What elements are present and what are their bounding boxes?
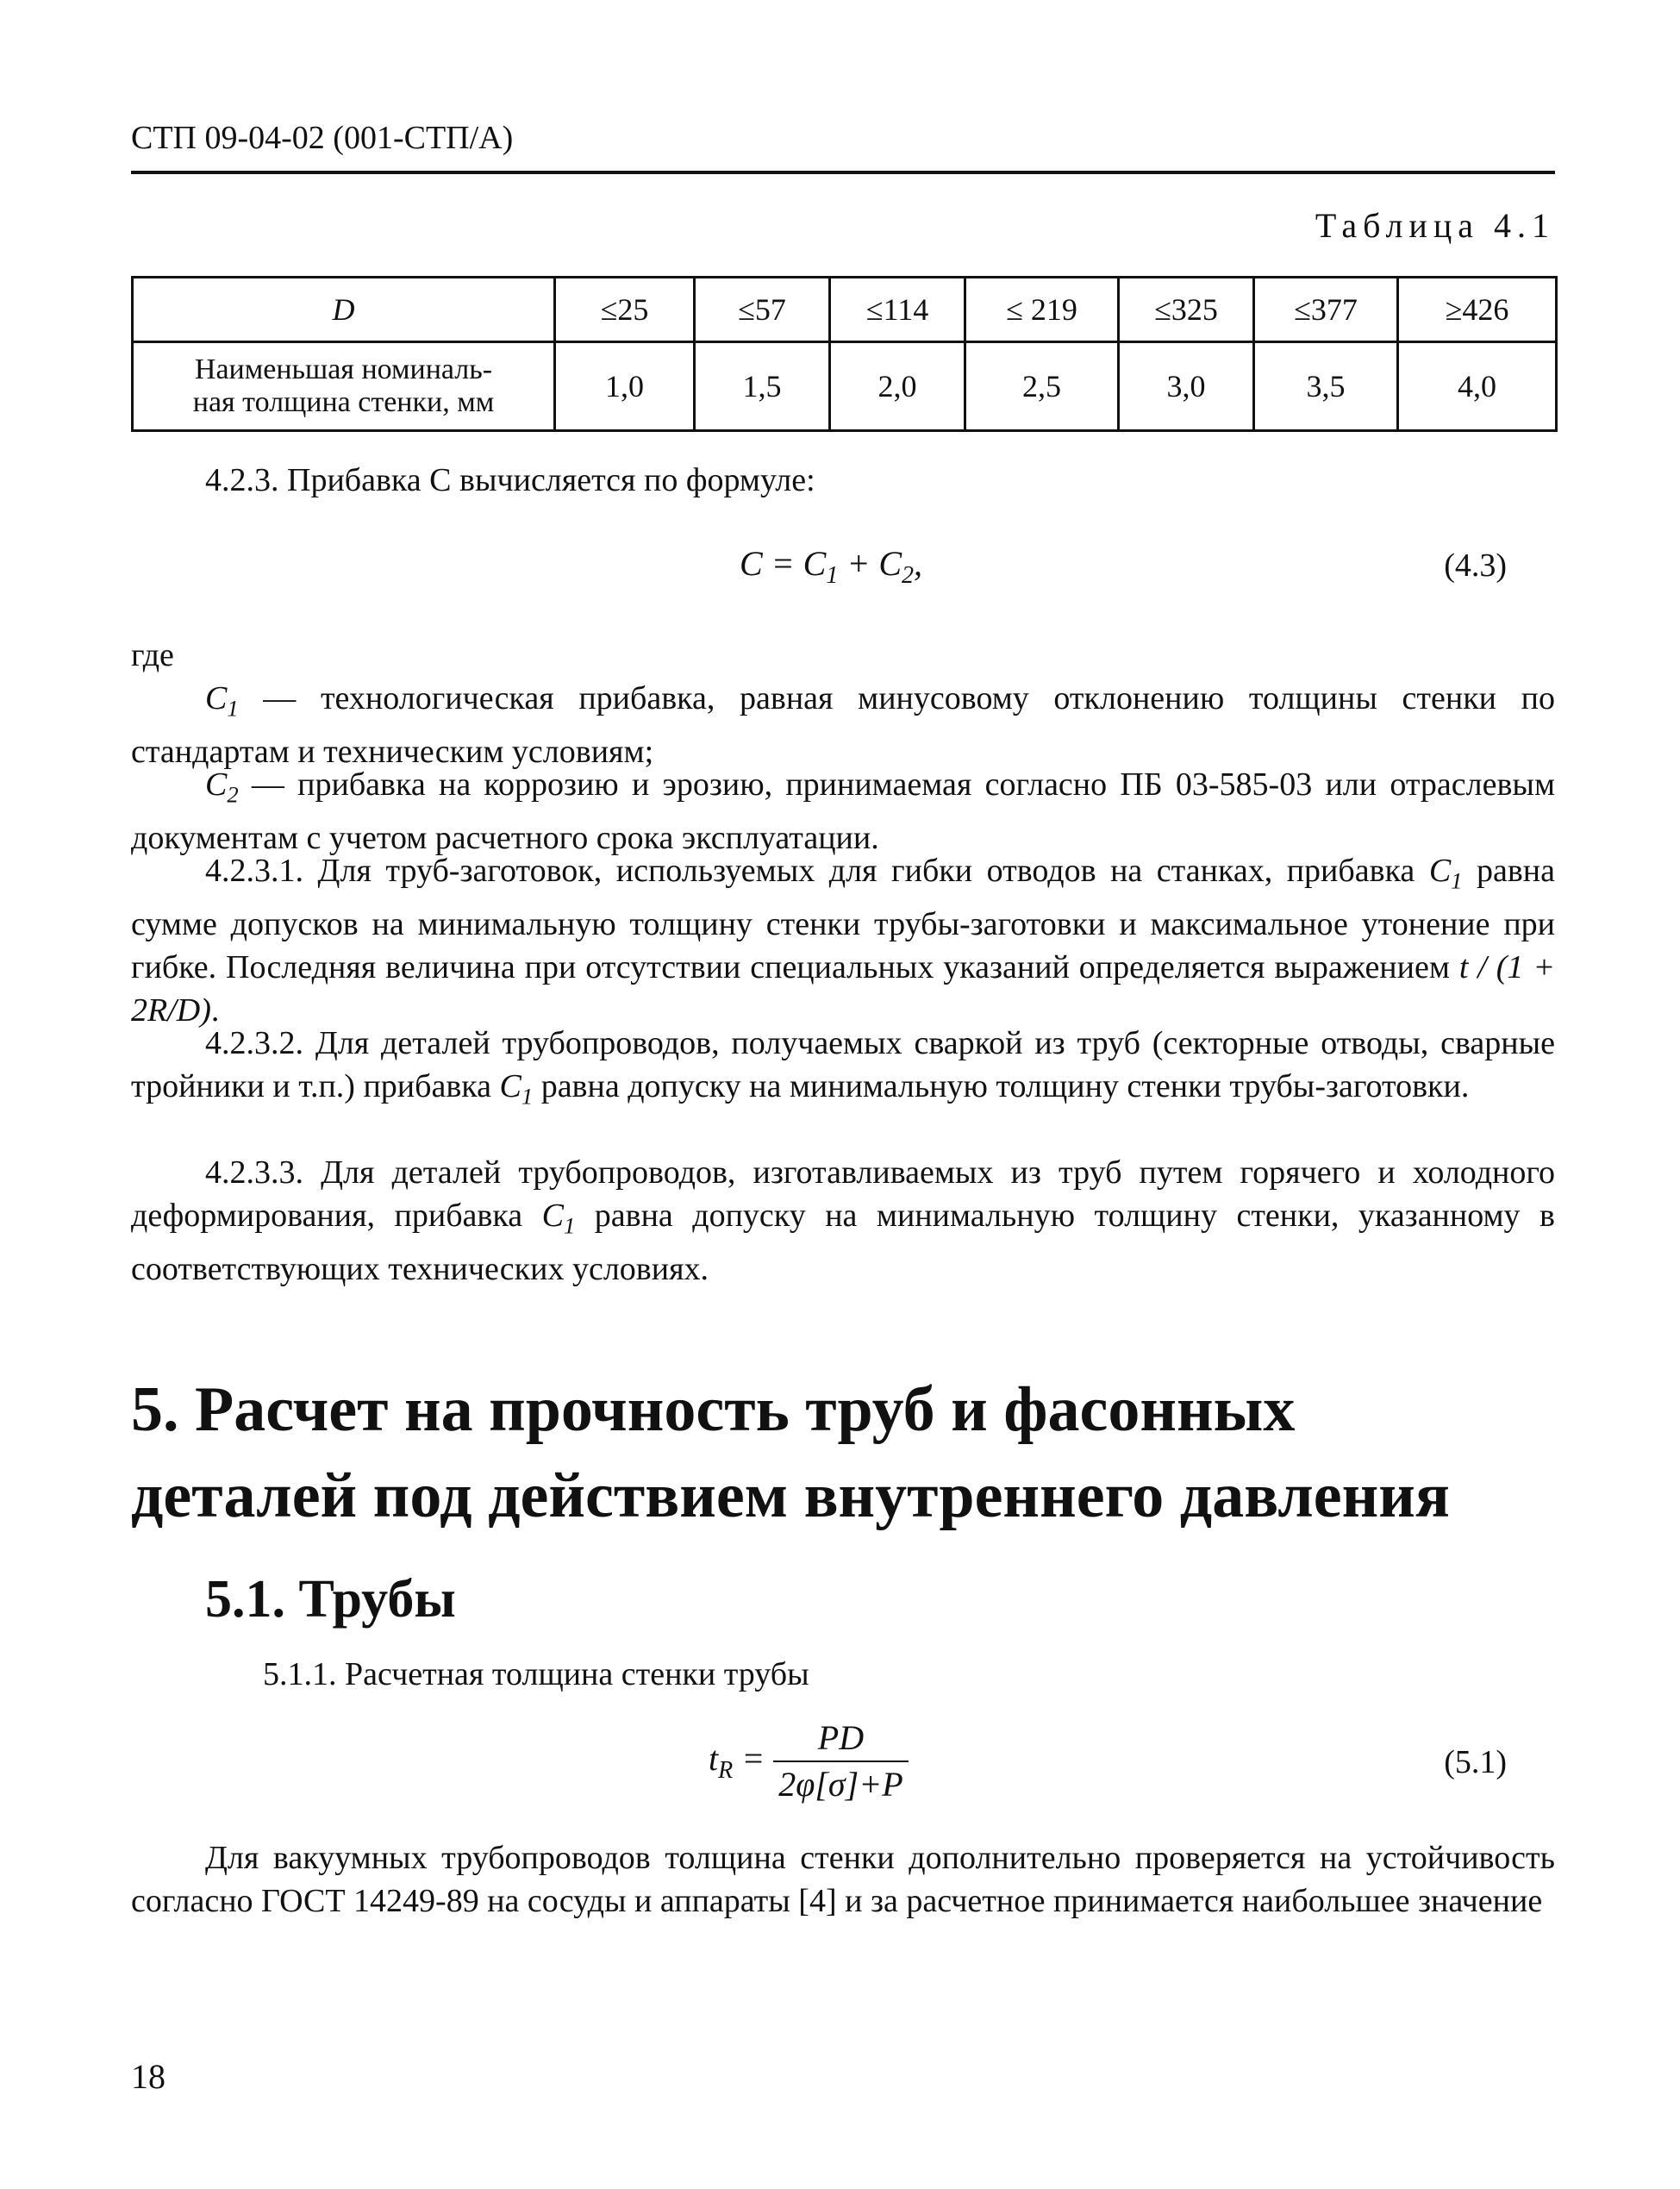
section-5-heading-line2: деталей под действием внутреннего давления bbox=[131, 1460, 1450, 1531]
table-caption: Таблица 4.1 bbox=[1315, 206, 1555, 245]
where-label: где bbox=[131, 637, 174, 673]
c1-symbol: $C_1$ bbox=[499, 1068, 534, 1110]
thickness-cell: 3,0 bbox=[1119, 342, 1254, 431]
section-4-2-3-intro: 4.2.3. Прибавка С вычисляется по формуле: bbox=[205, 462, 815, 498]
thickness-cell: 2,5 bbox=[965, 342, 1119, 431]
item-5-1-1: 5.1.1. Расчетная толщина стенки трубы bbox=[263, 1656, 809, 1692]
thickness-cell: 1,5 bbox=[695, 342, 830, 431]
formula-5-1-denominator: 2φ[σ]+P bbox=[778, 1765, 903, 1804]
c2-definition bbox=[131, 763, 1555, 860]
formula-5-1-fraction bbox=[773, 1716, 908, 1807]
diameter-cell: ≥426 bbox=[1398, 278, 1557, 342]
formula-4-3-sub1: 1 bbox=[826, 562, 839, 589]
section-5-heading bbox=[131, 1367, 1450, 1539]
diameter-label-cell: D bbox=[133, 278, 555, 342]
diameter-cell: ≤114 bbox=[830, 278, 965, 342]
c2-definition-text: — прибавка на коррозию и эрозию, принимаемая согласно ПБ 03-585-03 или отраслевым документам с учетом расчетного срока эксплуатации. bbox=[131, 766, 1555, 856]
formula-4-3 bbox=[740, 543, 922, 590]
section-4-2-3-1: 4.2.3.1. Для труб-заготовок, используемых для гибки отводов на станках, прибавка $C_1$ равна сумме допусков на минимальную толщину стенки трубы-заготовки и максимальное утонение при гибке. Последняя величина при отсутствии специальных указаний определяется выражением t / (1 + 2R/D). bbox=[131, 853, 1555, 1029]
thickness-cell: 4,0 bbox=[1398, 342, 1557, 431]
c1-definition-text: — технологическая прибавка, равная минусовому отклонению толщины стенки по стандартам и техническим условиям; bbox=[131, 680, 1555, 770]
thickness-label-line2: ная толщина стенки, мм bbox=[192, 386, 495, 418]
section-4-2-3-3: 4.2.3.3. Для деталей трубопроводов, изготавливаемых из труб путем горячего и холодного деформирования, прибавка $C_1$ равна допуску на минимальную толщину стенки, указанному в соответствующих технических условиях. bbox=[131, 1154, 1555, 1287]
table-header-row bbox=[133, 278, 1557, 342]
equation-number-5-1: (5.1) bbox=[1444, 1744, 1507, 1780]
vacuum-paragraph: Для вакуумных трубопроводов толщина стенки дополнительно проверяется на устойчивость согласно ГОСТ 14249-89 на сосуды и аппараты [4] и за расчетное принимается наибольшее значение bbox=[131, 1840, 1555, 1919]
c1-symbol: $C_1$ bbox=[205, 680, 239, 722]
diameter-cell: ≤25 bbox=[555, 278, 695, 342]
bend-thinning-expression: t / (1 + 2R/D) bbox=[131, 948, 1555, 1029]
table-thickness-row bbox=[133, 342, 1557, 431]
thickness-label-line1: Наименьшая номиналь- bbox=[194, 353, 493, 385]
equation-number-4-3: (4.3) bbox=[1444, 547, 1507, 584]
section-5-heading-line1: 5. Расчет на прочность труб и фасонных bbox=[131, 1374, 1296, 1445]
formula-5-1-numerator: PD bbox=[773, 1716, 908, 1762]
document-id: СТП 09-04-02 (001-СТП/А) bbox=[131, 120, 514, 156]
thickness-cell: 2,0 bbox=[830, 342, 965, 431]
thickness-cell: 1,0 bbox=[555, 342, 695, 431]
thickness-cell: 3,5 bbox=[1254, 342, 1398, 431]
diameter-cell: ≤ 219 bbox=[965, 278, 1119, 342]
c1-symbol: $C_1$ bbox=[1428, 853, 1463, 894]
formula-4-3-plus: + C bbox=[838, 544, 902, 583]
formula-5-1 bbox=[709, 1716, 909, 1807]
diameter-cell: ≤377 bbox=[1254, 278, 1398, 342]
c2-symbol: $C_2$ bbox=[205, 766, 239, 808]
diameter-cell: ≤325 bbox=[1119, 278, 1254, 342]
formula-5-1-lhs: $t_R$ = bbox=[709, 1739, 765, 1784]
section-5-1-heading: 5.1. Трубы bbox=[205, 1570, 456, 1629]
thickness-table bbox=[131, 276, 1558, 432]
header-rule bbox=[131, 171, 1555, 174]
page-number: 18 bbox=[131, 2057, 166, 2096]
diameter-cell: ≤57 bbox=[695, 278, 830, 342]
formula-4-3-sub2: 2 bbox=[902, 562, 915, 589]
formula-4-3-comma: , bbox=[914, 544, 923, 583]
c1-definition bbox=[131, 677, 1555, 773]
section-4-2-3-2: 4.2.3.2. Для деталей трубопроводов, получаемых сваркой из труб (секторные отводы, сварные тройники и т.п.) прибавка $C_1$ равна допуску на минимальную толщину стенки трубы-заготовки. bbox=[131, 1025, 1555, 1110]
thickness-label-cell bbox=[133, 342, 555, 431]
formula-4-3-lhs: C = C bbox=[740, 544, 827, 583]
c1-symbol: $C_1$ bbox=[541, 1198, 576, 1239]
